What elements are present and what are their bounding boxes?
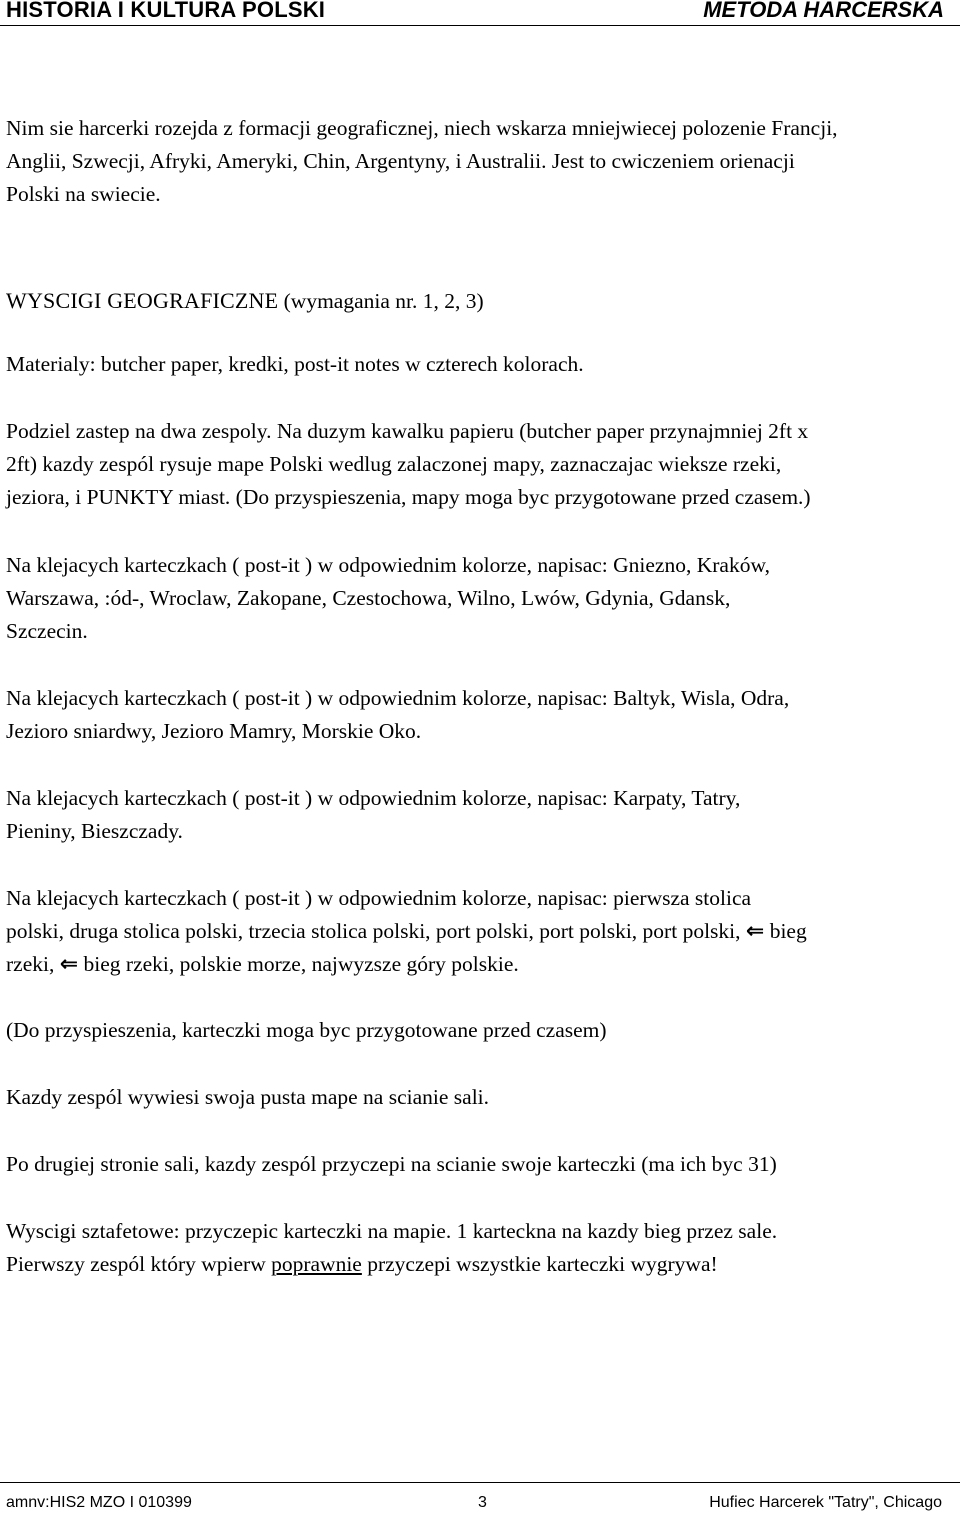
section-title-line [6, 284, 956, 317]
relay-paragraph [6, 1215, 956, 1281]
materials-paragraph [6, 348, 956, 381]
teams-line: 2ft) kazdy zespól rysuje mape Polski wedlug zalaczonej mapy, zaznaczajac wieksze rzeki, [6, 452, 782, 476]
features-text: polski, druga stolica polski, trzecia stolica polski, port polski, port polski, port polski, [6, 919, 746, 943]
section-title [6, 284, 956, 317]
footer-doc-code: amnv:HIS2 MZO I 010399 [6, 1494, 192, 1511]
cities-line: Szczecin. [6, 619, 88, 643]
relay-line [6, 1248, 956, 1281]
section-title-caps: WYSCIGI GEOGRAFICZNE [6, 288, 279, 313]
left-arrow-icon: ⇐ [59, 952, 79, 977]
footer-divider [0, 1482, 960, 1483]
waters-line: Na klejacych karteczkach ( post-it ) w odpowiednim kolorze, napisac: Baltyk, Wisla, Odra, [6, 686, 790, 710]
post-cards-paragraph [6, 1148, 956, 1181]
relay-text: Pierwszy zespól który wpierw [6, 1252, 272, 1276]
mountains-paragraph [6, 782, 956, 848]
teams-line: jeziora, i PUNKTY miast. (Do przyspieszenia, mapy moga byc przygotowane przed czasem.) [6, 485, 811, 509]
header-divider [0, 25, 960, 26]
teams-line: Podziel zastep na dwa zespoly. Na duzym kawalku papieru (butcher paper przynajmniej 2ft x [6, 419, 809, 443]
features-line: Na klejacych karteczkach ( post-it ) w odpowiednim kolorze, napisac: pierwsza stolica [6, 886, 752, 910]
intro-line: Anglii, Szwecji, Afryki, Ameryki, Chin, Argentyny, i Australii. Jest to cwiczeniem orienacji [6, 149, 795, 173]
waters-paragraph [6, 682, 956, 748]
mountains-line: Pieniny, Bieszczady. [6, 819, 183, 843]
teams-paragraph [6, 415, 956, 514]
prep-note-paragraph [6, 1014, 956, 1047]
hang-map-paragraph [6, 1081, 956, 1114]
section-title-rest: (wymagania nr. 1, 2, 3) [278, 289, 484, 313]
page-header [0, 0, 960, 26]
mountains-line: Na klejacych karteczkach ( post-it ) w odpowiednim kolorze, napisac: Karpaty, Tatry, [6, 786, 741, 810]
relay-line: Wyscigi sztafetowe: przyczepic karteczki na mapie. 1 karteckna na kazdy bieg przez sale. [6, 1219, 778, 1243]
hang-map-line: Kazdy zespól wywiesi swoja pusta mape na scianie sali. [6, 1085, 490, 1109]
underlined-word: poprawnie [271, 1252, 362, 1276]
intro-paragraph [6, 112, 956, 211]
left-arrow-icon: ⇐ [745, 919, 765, 944]
features-line [6, 948, 956, 981]
cities-line: Warszawa, :ód-, Wroclaw, Zakopane, Czestochowa, Wilno, Lwów, Gdynia, Gdansk, [6, 586, 731, 610]
prep-note-line: (Do przyspieszenia, karteczki moga byc przygotowane przed czasem) [6, 1018, 607, 1042]
footer-page-number: 3 [478, 1494, 487, 1511]
header-title-right: METODA HARCERSKA [703, 0, 944, 22]
features-paragraph [6, 882, 956, 981]
features-line [6, 915, 956, 948]
intro-line: Nim sie harcerki rozejda z formacji geograficznej, niech wskarza mniejwiecej polozenie Francji, [6, 116, 838, 140]
relay-text: przyczepi wszystkie karteczki wygrywa! [361, 1252, 718, 1276]
page-footer [0, 1487, 960, 1515]
footer-organization: Hufiec Harcerek "Tatry", Chicago [709, 1494, 942, 1511]
features-text: bieg [764, 919, 807, 943]
intro-line: Polski na swiecie. [6, 182, 161, 206]
header-title-left: HISTORIA I KULTURA POLSKI [6, 0, 326, 22]
materials-line: Materialy: butcher paper, kredki, post-it notes w czterech kolorach. [6, 352, 584, 376]
cities-paragraph [6, 549, 956, 648]
cities-line: Na klejacych karteczkach ( post-it ) w odpowiednim kolorze, napisac: Gniezno, Kraków, [6, 553, 770, 577]
post-cards-line: Po drugiej stronie sali, kazdy zespól przyczepi na scianie swoje karteczki (ma ich byc 31) [6, 1152, 777, 1176]
features-text: bieg rzeki, polskie morze, najwyzsze góry polskie. [78, 952, 519, 976]
waters-line: Jezioro sniardwy, Jezioro Mamry, Morskie Oko. [6, 719, 422, 743]
features-text: rzeki, [6, 952, 60, 976]
